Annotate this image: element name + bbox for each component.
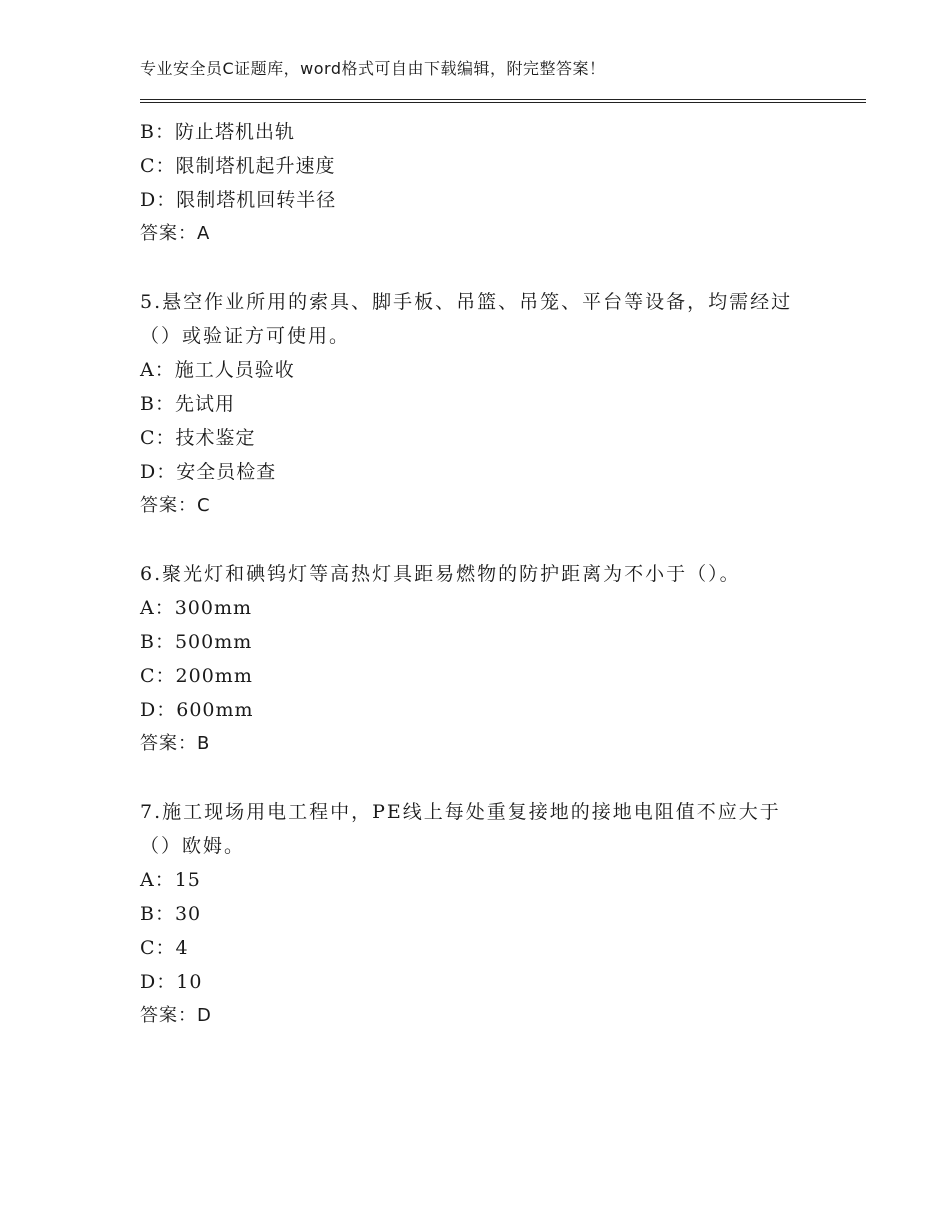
option-d: D：600mm: [140, 699, 254, 721]
option-b: B：防止塔机出轨: [140, 121, 295, 143]
option-d: D：安全员检查: [140, 461, 277, 483]
option-d: D：限制塔机回转半径: [140, 189, 337, 211]
question-7: [140, 795, 840, 1033]
option-a: A：300mm: [140, 597, 253, 619]
answer-line: 答案：D: [140, 1005, 212, 1026]
option-b: B：30: [140, 903, 202, 925]
header-rule-bottom: [140, 102, 866, 103]
option-c: C：200mm: [140, 665, 253, 687]
question-stem: 6.聚光灯和碘钨灯等高热灯具距易燃物的防护距离为不小于（）。: [140, 563, 741, 585]
option-b: B：先试用: [140, 393, 235, 415]
header-rule-top: [140, 99, 866, 100]
question-5: [140, 285, 840, 523]
option-c: C：技术鉴定: [140, 427, 256, 449]
answer-line: 答案：A: [140, 223, 211, 244]
document-body: [140, 115, 840, 1033]
question-stem: 5.悬空作业所用的索具、脚手板、吊篮、吊笼、平台等设备，均需经过（）或验证方可使用。: [140, 291, 793, 347]
option-a: A：施工人员验收: [140, 359, 295, 381]
question-6: [140, 557, 840, 761]
question-4-tail: [140, 115, 840, 251]
question-stem: 7.施工现场用电工程中，PE线上每处重复接地的接地电阻值不应大于（）欧姆。: [140, 801, 781, 857]
option-a: A：15: [140, 869, 201, 891]
answer-line: 答案：B: [140, 733, 211, 754]
option-c: C：4: [140, 937, 189, 959]
page-header: 专业安全员C证题库，word格式可自由下载编辑，附完整答案！: [140, 59, 606, 78]
option-b: B：500mm: [140, 631, 253, 653]
option-d: D：10: [140, 971, 203, 993]
answer-line: 答案：C: [140, 495, 211, 516]
option-c: C：限制塔机起升速度: [140, 155, 336, 177]
